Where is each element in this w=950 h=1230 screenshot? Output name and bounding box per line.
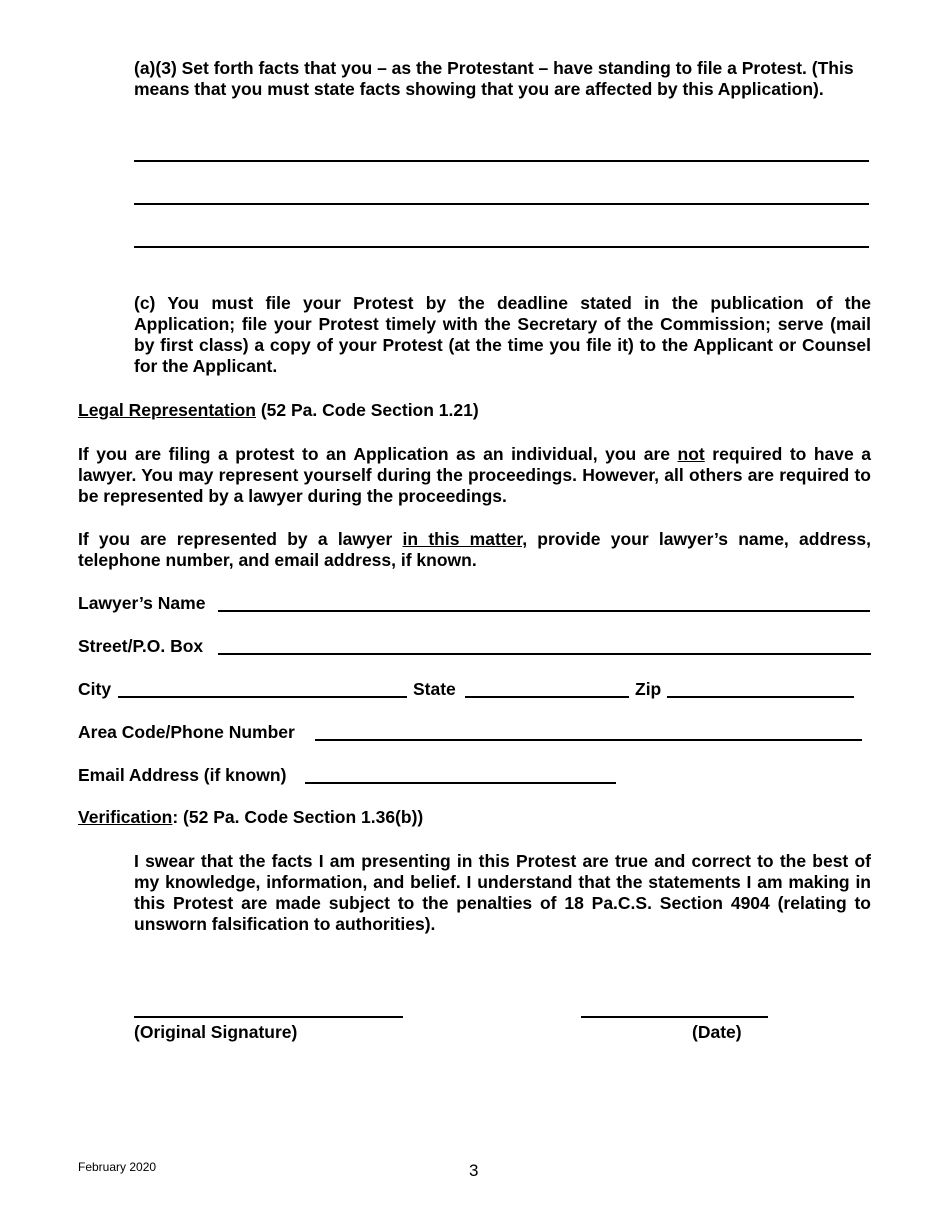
- lawyer-name-field[interactable]: [218, 610, 870, 612]
- legal-p1-text: If you are filing a protest to an Application as an individual, you are: [78, 444, 678, 464]
- legal-paragraph-2: [78, 529, 871, 571]
- phone-label: Area Code/Phone Number: [78, 722, 295, 742]
- legal-representation-heading: [78, 400, 479, 421]
- zip-field[interactable]: [667, 696, 854, 698]
- section-a3-text: (a)(3) Set forth facts that you – as the Protestant – have standing to file a Protest. (This means that you must state facts showing that you are affected by this Application).: [134, 58, 854, 99]
- phone-field[interactable]: [315, 739, 862, 741]
- city-field[interactable]: [118, 696, 407, 698]
- city-label: City: [78, 679, 112, 699]
- email-label: Email Address (if known): [78, 765, 287, 785]
- date-label: (Date): [692, 1022, 742, 1042]
- legal-p2-emphasis: in this matter,: [402, 529, 528, 549]
- footer-date: February 2020: [78, 1160, 157, 1174]
- legal-p2-text-rest: provide your lawyer’s name, address, telephone number, and email address, if known.: [78, 529, 872, 570]
- verification-heading-citation: : (52 Pa. Code Section 1.36(b)): [172, 807, 424, 827]
- verification-text: I swear that the facts I am presenting in this Protest are true and correct to the best of my knowledge, information, and belief. I understand that the statements I am making in this Protest are made subject to the penalties of 18 Pa.C.S. Section 4904 (relating to unsworn falsification to authorities).: [134, 851, 871, 934]
- state-field[interactable]: [465, 696, 629, 698]
- legal-heading-underlined: Legal Representation: [78, 400, 256, 420]
- legal-paragraph-1: [78, 444, 871, 507]
- email-field[interactable]: [305, 782, 616, 784]
- legal-p2-text: If you are represented by a lawyer: [78, 529, 403, 549]
- state-label: State: [413, 679, 456, 699]
- date-line[interactable]: [581, 1016, 768, 1018]
- section-c-text: (c) You must file your Protest by the deadline stated in the publication of the Application; file your Protest timely with the Secretary of the Commission; serve (mail by first class) a copy of your Protest (at the time you file it) to the Applicant or Counsel for the Applicant.: [134, 293, 871, 376]
- verification-heading-underlined: Verification: [78, 807, 173, 827]
- answer-line-2[interactable]: [134, 203, 869, 205]
- signature-line[interactable]: [134, 1016, 403, 1018]
- verification-heading: [78, 807, 423, 828]
- street-label: Street/P.O. Box: [78, 636, 204, 656]
- legal-p1-emphasis: not: [677, 444, 705, 464]
- answer-line-3[interactable]: [134, 246, 869, 248]
- legal-p1-text-rest: required to have a lawyer. You may represent yourself during the proceedings. However, all others are required to be represented by a lawyer during the proceedings.: [78, 444, 871, 506]
- signature-label: (Original Signature): [134, 1022, 298, 1042]
- zip-label: Zip: [635, 679, 662, 699]
- street-field[interactable]: [218, 653, 871, 655]
- lawyer-name-label: Lawyer’s Name: [78, 593, 206, 613]
- legal-heading-citation: (52 Pa. Code Section 1.21): [255, 400, 479, 420]
- page-number: 3: [469, 1161, 479, 1180]
- answer-line-1[interactable]: [134, 160, 869, 162]
